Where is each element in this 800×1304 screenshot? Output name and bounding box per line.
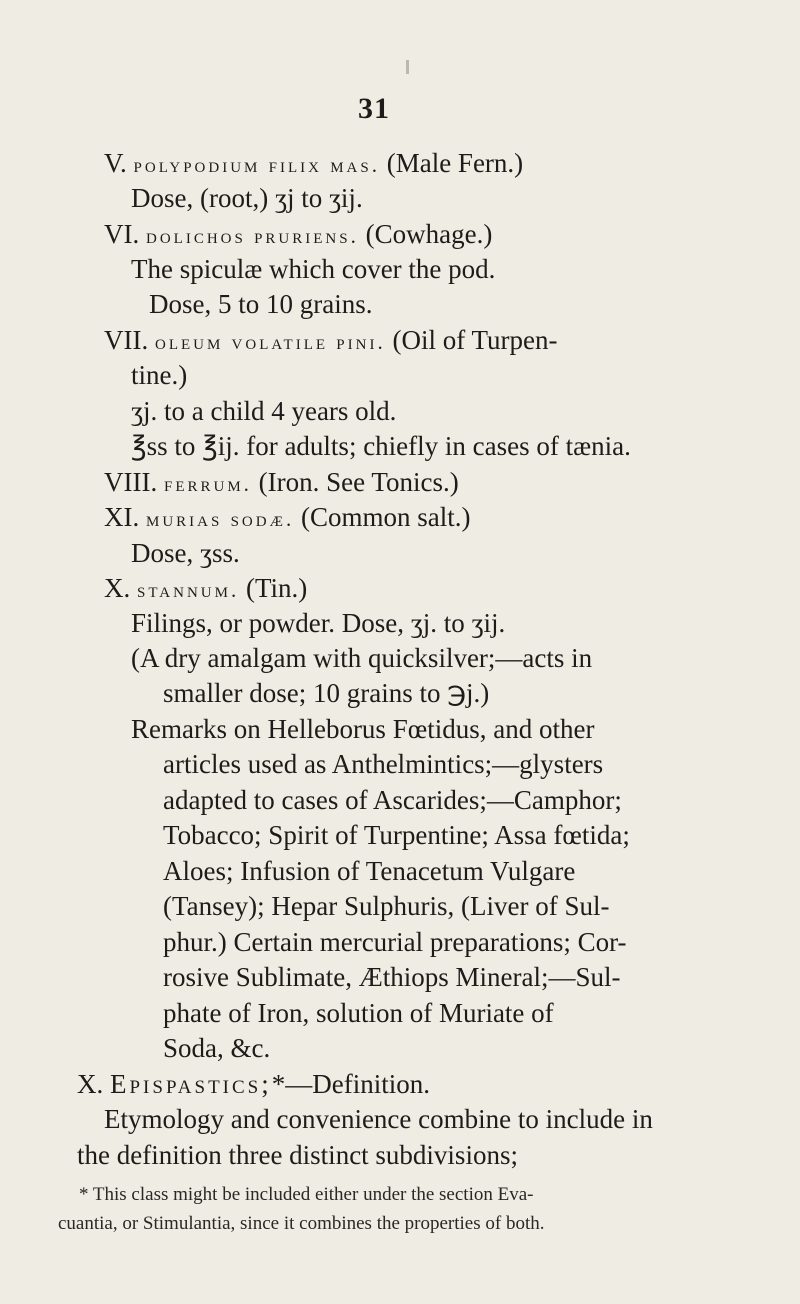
entry-number: XI. xyxy=(104,502,146,532)
text-line: Etymology and convenience combine to include in xyxy=(104,1104,653,1134)
text-line: Filings, or powder. Dose, ʒj. to ʒij. xyxy=(131,608,506,638)
text-line: tine.) xyxy=(131,360,188,390)
common-name: (Iron. See Tonics.) xyxy=(251,467,459,497)
common-name: (Cowhage.) xyxy=(358,219,493,249)
entry-heading-xi xyxy=(104,501,470,535)
text-line: the definition three distinct subdivisions; xyxy=(77,1140,518,1170)
common-name: (Oil of Turpen- xyxy=(385,325,558,355)
entry-heading-v xyxy=(104,147,523,181)
entry-heading-vii xyxy=(104,324,557,358)
footnote-line: cuantia, or Stimulantia, since it combines the properties of both. xyxy=(58,1213,545,1234)
section-title: Epispastics; xyxy=(110,1069,272,1099)
entry-heading-viii xyxy=(104,466,459,500)
section-subtitle: *—Definition. xyxy=(271,1069,430,1099)
latin-name: oleum volatile pini. xyxy=(154,330,386,354)
latin-name: stannum. xyxy=(137,578,240,602)
entry-number: V. xyxy=(104,148,134,178)
text-line: ℥ss to ℥ij. for adults; chiefly in cases of tænia. xyxy=(131,431,631,461)
margin-mark xyxy=(406,60,409,74)
text-line: phur.) Certain mercurial preparations; Cor- xyxy=(163,927,627,957)
section-heading-epispastics xyxy=(77,1068,430,1100)
text-line: Soda, &c. xyxy=(163,1033,271,1063)
page-number: 31 xyxy=(358,92,390,125)
footnote-line: * This class might be included either under the section Eva- xyxy=(79,1184,534,1205)
text-line: rosive Sublimate, Æthiops Mineral;—Sul- xyxy=(163,962,621,992)
text-line: phate of Iron, solution of Muriate of xyxy=(163,998,554,1028)
entry-number: VI. xyxy=(104,219,146,249)
text-line: articles used as Anthelmintics;—glysters xyxy=(163,749,604,779)
text-line: The spiculæ which cover the pod. xyxy=(131,254,496,284)
text-line: ʒj. to a child 4 years old. xyxy=(131,396,397,426)
text-line: (Tansey); Hepar Sulphuris, (Liver of Sul- xyxy=(163,891,610,921)
text-line: Tobacco; Spirit of Turpentine; Assa fœtida; xyxy=(163,820,630,850)
text-line: Remarks on Helleborus Fœtidus, and other xyxy=(131,714,595,744)
entry-heading-vi xyxy=(104,218,492,252)
entry-heading-x xyxy=(104,572,307,606)
latin-name: dolichos pruriens. xyxy=(146,224,359,248)
text-line: Dose, ʒss. xyxy=(131,538,240,568)
text-line: smaller dose; 10 grains to ℈j.) xyxy=(163,678,490,708)
common-name: (Common salt.) xyxy=(294,502,471,532)
latin-name: ferrum. xyxy=(163,472,252,496)
section-number: X. xyxy=(77,1069,110,1099)
latin-name: polypodium filix mas. xyxy=(133,153,380,177)
text-line: (A dry amalgam with quicksilver;—acts in xyxy=(131,643,593,673)
text-line: Aloes; Infusion of Tenacetum Vulgare xyxy=(163,856,576,886)
entry-number: VII. xyxy=(104,325,155,355)
common-name: (Male Fern.) xyxy=(379,148,524,178)
latin-name: murias sodæ. xyxy=(146,507,295,531)
common-name: (Tin.) xyxy=(239,573,308,603)
text-line: Dose, 5 to 10 grains. xyxy=(149,289,373,319)
entry-number: X. xyxy=(104,573,137,603)
text-line: adapted to cases of Ascarides;—Camphor; xyxy=(163,785,622,815)
text-line: Dose, (root,) ʒj to ʒij. xyxy=(131,183,363,213)
entry-number: VIII. xyxy=(104,467,164,497)
